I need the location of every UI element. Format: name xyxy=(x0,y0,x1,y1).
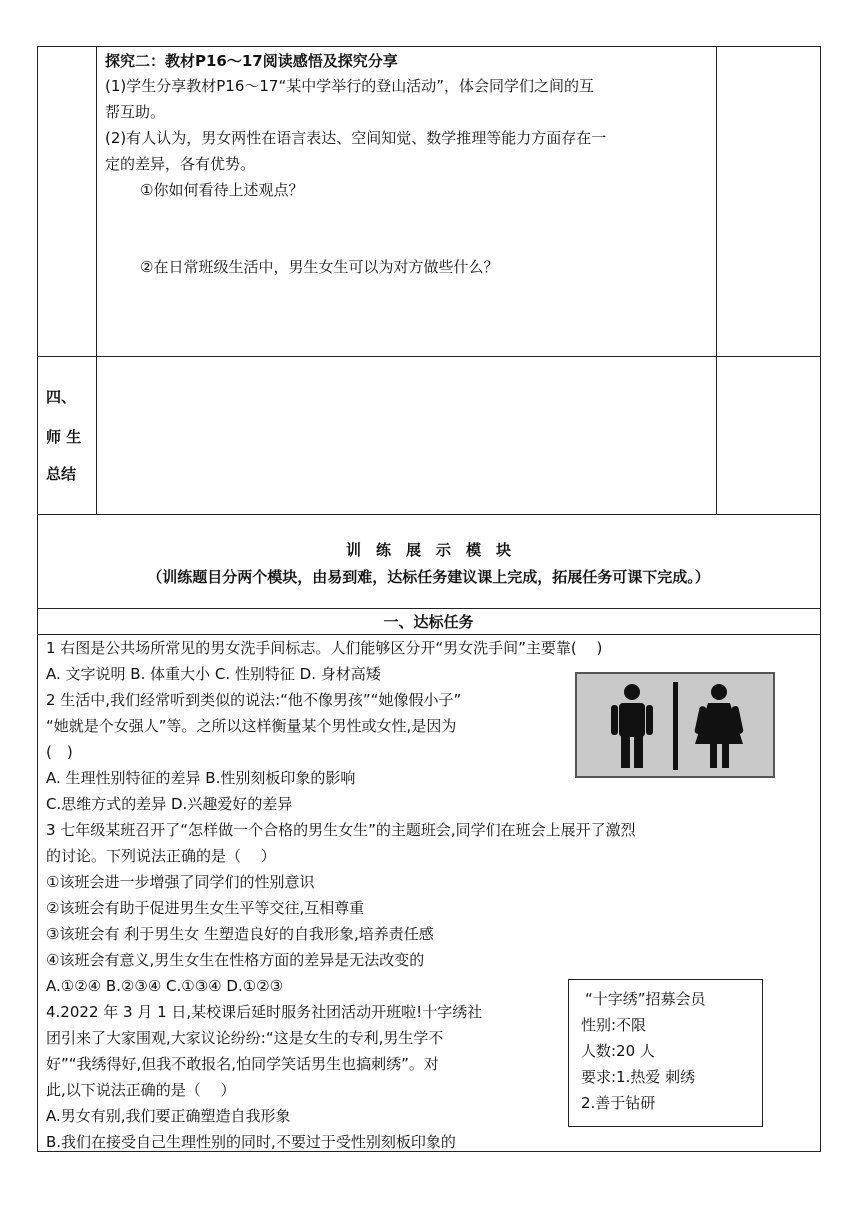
q2-line3: ( ) xyxy=(46,743,73,761)
exploration-question-2: ②在日常班级生活中，男生女生可以为对方做些什么？ xyxy=(140,258,499,276)
q1-options: A. 文字说明 B. 体重大小 C. 性别特征 D. 身材高矮 xyxy=(46,665,381,683)
summary-label-line3: 总结 xyxy=(46,465,77,483)
q3-statement-4: ④该班会有意义,男生女生在性格方面的差异是无法改变的 xyxy=(46,951,425,969)
exploration-question-1: ①你如何看待上述观点？ xyxy=(140,181,304,199)
training-module-title: 训 练 展 示 模 块 xyxy=(345,541,511,559)
restroom-sign-image xyxy=(575,672,775,778)
q3-statement-1: ①该班会进一步增强了同学们的性别意识 xyxy=(46,873,315,891)
exploration-heading: 探究二：教材P16～17阅读感悟及探究分享 xyxy=(105,52,398,70)
recruit-requirement-2: 2.善于钻研 xyxy=(581,1094,656,1112)
q3-statement-2: ②该班会有助于促进男生女生平等交往,互相尊重 xyxy=(46,899,365,917)
recruit-notice-box xyxy=(568,979,763,1127)
q4-line2: 团引来了大家围观,大家议论纷纷:“这是女生的专利,男生学不 xyxy=(46,1029,444,1047)
summary-label-line1: 四、 xyxy=(46,388,77,406)
q3-statement-3: ③该班会有 利于男生女 生塑造良好的自我形象,培养责任感 xyxy=(46,925,434,943)
q4-option-b: B.我们在接受自己生理性别的同时,不要过于受性别刻板印象的 xyxy=(46,1133,456,1151)
q2-line2: “她就是个女强人”等。之所以这样衡量某个男性或女性,是因为 xyxy=(46,717,457,735)
recruit-requirement-1: 要求:1.热爱 刺绣 xyxy=(581,1068,696,1086)
q1-stem: 1 右图是公共场所常见的男女洗手间标志。人们能够区分开“男女洗手间”主要靠( ) xyxy=(46,639,603,657)
q2-line1: 2 生活中,我们经常听到类似的说法:“他不像男孩”“她像假小子” xyxy=(46,691,462,709)
recruit-title: “十字绣”招募会员 xyxy=(585,990,706,1008)
q2-option-row1: A. 生理性别特征的差异 B.性别刻板印象的影响 xyxy=(46,769,356,787)
recruit-gender: 性别:不限 xyxy=(581,1016,647,1034)
summary-label-line2: 师 生 xyxy=(46,428,82,446)
exploration-p1-line1: (1)学生分享教材P16～17“某中学举行的登山活动”，体会同学们之间的互 xyxy=(105,77,595,95)
q4-line4: 此,以下说法正确的是（ ） xyxy=(46,1081,236,1099)
q2-option-row2: C.思维方式的差异 D.兴趣爱好的差异 xyxy=(46,795,293,813)
exploration-p1-line2: 帮互助。 xyxy=(105,103,166,121)
exploration-p2-line2: 定的差异，各有优势。 xyxy=(105,155,256,173)
recruit-count: 人数:20 人 xyxy=(581,1042,655,1060)
section-title: 一、达标任务 xyxy=(383,613,474,631)
q3-line1: 3 七年级某班召开了“怎样做一个合格的男生女生”的主题班会,同学们在班会上展开了激烈 xyxy=(46,821,636,839)
exploration-p2-line1: (2)有人认为，男女两性在语言表达、空间知觉、数学推理等能力方面存在一 xyxy=(105,129,607,147)
training-module-subtitle: （训练题目分两个模块，由易到难，达标任务建议课上完成，拓展任务可课下完成。） xyxy=(147,568,710,586)
q4-line1: 4.2022 年 3 月 1 日,某校课后延时服务社团活动开班啦!十字绣社 xyxy=(46,1003,483,1021)
q4-option-a: A.男女有别,我们要正确塑造自我形象 xyxy=(46,1107,291,1125)
male-female-restroom-icon xyxy=(577,674,773,776)
q3-options: A.①②④ B.②③④ C.①③④ D.①②③ xyxy=(46,977,284,995)
q4-line3: 好”“我绣得好,但我不敢报名,怕同学笑话男生也搞刺绣”。对 xyxy=(46,1055,439,1073)
q3-line2: 的讨论。下列说法正确的是（ ） xyxy=(46,847,276,865)
